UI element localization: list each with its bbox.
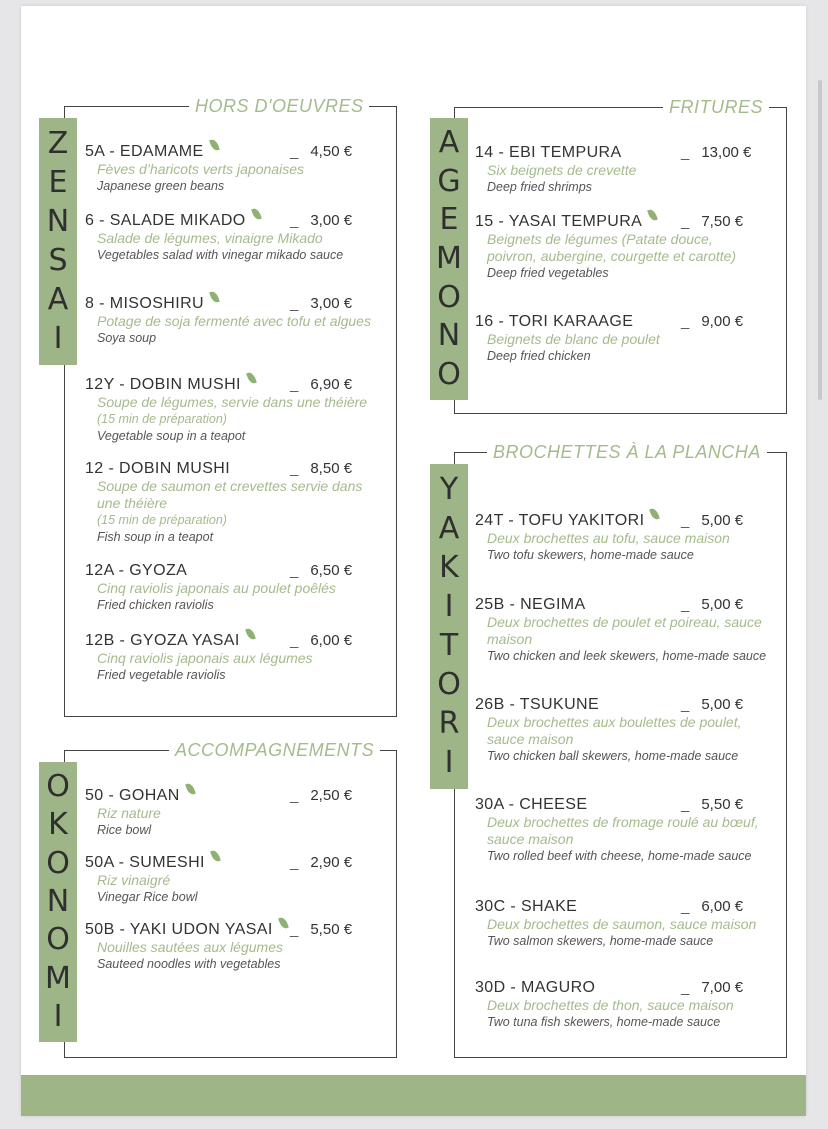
- price-dash: _: [290, 212, 299, 229]
- item-name: [85, 295, 218, 313]
- price-dash: _: [290, 632, 299, 649]
- band-letter: T: [439, 628, 459, 664]
- band-letter: I: [53, 998, 63, 1034]
- band-letter: A: [438, 125, 460, 161]
- price-value: 3,00 €: [310, 212, 353, 229]
- item-description-en: Two rolled beef with cheese, home-made sauce: [487, 849, 752, 863]
- agemono-band: [430, 118, 468, 400]
- item-price: [290, 376, 352, 393]
- item-price: [290, 632, 352, 649]
- menu-item: [85, 854, 385, 905]
- price-value: 5,50 €: [701, 796, 744, 813]
- item-name-text: 30A - CHEESE: [475, 796, 588, 813]
- item-description-fr: Beignets de blanc de poulet: [487, 331, 660, 347]
- item-description-fr: Soupe de saumon et crevettes servie dans une théière: [97, 478, 363, 511]
- item-price: [681, 144, 751, 161]
- menu-item: [475, 512, 775, 563]
- item-description-en: Two chicken and leek skewers, home-made sauce: [487, 649, 767, 663]
- price-value: 5,50 €: [310, 921, 353, 938]
- menu-item: [85, 295, 385, 346]
- menu-item: [475, 313, 775, 364]
- item-name-text: 14 - EBI TEMPURA: [475, 144, 622, 161]
- price-dash: _: [290, 787, 299, 804]
- item-description-en: Fried vegetable raviolis: [97, 668, 226, 682]
- item-description-fr: Deux brochettes de thon, sauce maison: [487, 997, 734, 1013]
- band-letter: N: [437, 318, 461, 354]
- menu-item: [85, 562, 385, 613]
- price-value: 3,00 €: [310, 295, 353, 312]
- item-price: [681, 596, 743, 613]
- item-price: [290, 295, 352, 312]
- item-description-fr: Deux brochettes aux boulettes de poulet, sauce maison: [487, 714, 742, 747]
- price-dash: _: [681, 898, 690, 915]
- item-name: [475, 512, 658, 530]
- price-value: 6,90 €: [310, 376, 353, 393]
- price-dash: _: [681, 696, 690, 713]
- item-price: [681, 979, 743, 996]
- band-letter: O: [437, 667, 461, 703]
- item-description-fr: Riz vinaigré: [97, 872, 171, 888]
- item-price: [290, 143, 352, 160]
- section-title-accompagnements: ACCOMPAGNEMENTS: [169, 740, 380, 760]
- item-description-fr: Deux brochettes de poulet et poireau, sauce maison: [487, 614, 762, 647]
- price-dash: _: [290, 376, 299, 393]
- price-dash: _: [681, 313, 690, 330]
- band-letter: O: [437, 356, 461, 392]
- band-letter: E: [48, 164, 68, 200]
- price-value: 5,00 €: [701, 596, 744, 613]
- item-name: [475, 313, 633, 331]
- item-description-fr: Deux brochettes de fromage roulé au bœuf, sauce maison: [487, 814, 759, 847]
- item-name: [85, 632, 254, 650]
- item-description-en: Vegetable soup in a teapot: [97, 429, 246, 443]
- item-name: [475, 979, 595, 997]
- item-description-en: Japanese green beans: [97, 179, 225, 193]
- item-name-text: 50B - YAKI UDON YASAI: [85, 921, 273, 938]
- price-value: 9,00 €: [701, 313, 744, 330]
- okonomi-band: [39, 762, 77, 1042]
- item-name: [85, 460, 230, 478]
- price-dash: _: [681, 512, 690, 529]
- menu-item: [475, 213, 775, 281]
- menu-item: [85, 212, 385, 263]
- item-description-fr: Riz nature: [97, 805, 161, 821]
- item-description-fr: Nouilles sautées aux légumes: [97, 939, 283, 955]
- item-description-fr: Cinq raviolis japonais aux légumes: [97, 650, 313, 666]
- item-description-fr: Cinq raviolis japonais au poulet poêlés: [97, 580, 336, 596]
- item-name-text: 12Y - DOBIN MUSHI: [85, 376, 241, 393]
- item-name: [475, 796, 587, 814]
- price-value: 7,50 €: [701, 213, 744, 230]
- item-name: [85, 787, 194, 805]
- band-letter: O: [46, 769, 70, 805]
- item-description-fr: Deux brochettes au tofu, sauce maison: [487, 530, 730, 546]
- item-description-fr: Six beignets de crevette: [487, 162, 637, 178]
- item-description-en: Two salmon skewers, home-made sauce: [487, 934, 714, 948]
- band-letter: I: [444, 588, 454, 624]
- menu-item: [475, 796, 775, 864]
- item-description-fr: Deux brochettes de saumon, sauce maison: [487, 916, 757, 932]
- band-letter: A: [438, 510, 460, 546]
- item-description-en: Deep fried shrimps: [487, 180, 592, 194]
- menu-item: [85, 632, 385, 683]
- item-description-en: Sauteed noodles with vegetables: [97, 957, 281, 971]
- price-dash: _: [290, 143, 299, 160]
- band-letter: R: [438, 706, 460, 742]
- item-description-fr: Soupe de légumes, servie dans une théière: [97, 394, 368, 410]
- price-value: 6,00 €: [310, 632, 353, 649]
- item-description-en: Deep fried chicken: [487, 349, 591, 363]
- item-price: [290, 562, 352, 579]
- price-dash: _: [681, 979, 690, 996]
- item-price: [681, 512, 743, 529]
- item-description-en: Fried chicken raviolis: [97, 598, 214, 612]
- menu-item: [475, 596, 775, 664]
- band-letter: O: [437, 279, 461, 315]
- price-value: 6,00 €: [701, 898, 744, 915]
- band-letter: M: [45, 960, 71, 996]
- band-letter: K: [48, 807, 68, 843]
- menu-item: [85, 376, 385, 444]
- item-name: [85, 143, 218, 161]
- item-price: [681, 898, 743, 915]
- menu-item: [475, 696, 775, 764]
- item-name: [475, 213, 656, 231]
- item-price: [290, 921, 352, 938]
- item-description-fr: Beignets de légumes (Patate douce, poivron, aubergine, courgette et carotte): [487, 231, 737, 264]
- item-description-en: Two chicken ball skewers, home-made sauce: [487, 749, 739, 763]
- section-title-brochettes: BROCHETTES À LA PLANCHA: [487, 442, 767, 462]
- item-name: [475, 596, 586, 614]
- item-name-text: 26B - TSUKUNE: [475, 696, 600, 713]
- band-letter: Y: [439, 471, 459, 507]
- item-name-text: 25B - NEGIMA: [475, 596, 586, 613]
- price-value: 13,00 €: [701, 144, 752, 161]
- price-value: 5,00 €: [701, 696, 744, 713]
- price-value: 4,50 €: [310, 143, 353, 160]
- item-name-text: 6 - SALADE MIKADO: [85, 212, 246, 229]
- price-dash: _: [681, 144, 690, 161]
- item-name-text: 12A - GYOZA: [85, 562, 188, 579]
- item-price: [681, 796, 743, 813]
- yakitori-band: [430, 464, 468, 789]
- menu-item: [85, 921, 385, 972]
- price-value: 7,00 €: [701, 979, 744, 996]
- item-name-text: 30D - MAGURO: [475, 979, 596, 996]
- item-name: [475, 144, 622, 162]
- menu-page: [21, 6, 806, 1116]
- scrollbar[interactable]: [818, 80, 822, 400]
- price-value: 5,00 €: [701, 512, 744, 529]
- item-name-text: 8 - MISOSHIRU: [85, 295, 204, 312]
- item-price: [681, 696, 743, 713]
- item-name: [85, 562, 187, 580]
- band-letter: O: [46, 922, 70, 958]
- band-letter: I: [444, 745, 454, 781]
- item-description-en: Deep fried vegetables: [487, 266, 609, 280]
- band-letter: M: [436, 240, 462, 276]
- item-name-text: 12B - GYOZA YASAI: [85, 632, 240, 649]
- band-letter: I: [53, 321, 63, 357]
- item-name: [475, 696, 599, 714]
- item-description-en: Two tofu skewers, home-made sauce: [487, 548, 694, 562]
- item-name-text: 30C - SHAKE: [475, 898, 578, 915]
- item-description-fr: Salade de légumes, vinaigre Mikado: [97, 230, 323, 246]
- band-letter: K: [439, 549, 459, 585]
- menu-item: [85, 143, 385, 194]
- item-name-text: 16 - TORI KARAAGE: [475, 313, 634, 330]
- item-description-fr: Fèves d’haricots verts japonaises: [97, 161, 304, 177]
- price-value: 6,50 €: [310, 562, 353, 579]
- band-letter: N: [46, 883, 70, 919]
- price-dash: _: [290, 854, 299, 871]
- price-dash: _: [290, 460, 299, 477]
- item-description-en: Vegetables salad with vinegar mikado sauce: [97, 248, 344, 262]
- menu-item: [475, 979, 775, 1030]
- menu-item: [85, 460, 385, 545]
- zensai-band: [39, 118, 77, 365]
- item-description-fr: Potage de soja fermenté avec tofu et algues: [97, 313, 371, 329]
- item-description-en: Fish soup in a teapot: [97, 530, 214, 544]
- item-price: [681, 313, 743, 330]
- item-name-text: 24T - TOFU YAKITORI: [475, 512, 645, 529]
- item-description-en: Rice bowl: [97, 823, 152, 837]
- item-description-en: Two tuna fish skewers, home-made sauce: [487, 1015, 721, 1029]
- menu-item: [475, 898, 775, 949]
- item-name: [85, 376, 255, 394]
- section-title-fritures: FRITURES: [663, 97, 769, 117]
- item-price: [290, 460, 352, 477]
- item-name-text: 15 - YASAI TEMPURA: [475, 213, 643, 230]
- footer-band: [21, 1075, 806, 1116]
- price-value: 8,50 €: [310, 460, 353, 477]
- price-dash: _: [681, 213, 690, 230]
- item-name-text: 12 - DOBIN MUSHI: [85, 460, 231, 477]
- item-name-text: 50 - GOHAN: [85, 787, 180, 804]
- item-price: [681, 213, 743, 230]
- menu-item: [475, 144, 775, 195]
- item-description-en: Soya soup: [97, 331, 157, 345]
- item-name-text: 50A - SUMESHI: [85, 854, 205, 871]
- price-value: 2,50 €: [310, 787, 353, 804]
- item-name: [475, 898, 577, 916]
- band-letter: S: [48, 243, 68, 279]
- price-dash: _: [681, 796, 690, 813]
- price-dash: _: [290, 562, 299, 579]
- item-note-fr: (15 min de préparation): [97, 513, 227, 527]
- band-letter: N: [46, 203, 70, 239]
- item-price: [290, 854, 352, 871]
- price-dash: _: [290, 295, 299, 312]
- item-name: [85, 854, 219, 872]
- band-letter: G: [437, 163, 461, 199]
- band-letter: O: [46, 845, 70, 881]
- band-letter: Z: [47, 125, 69, 161]
- item-name: [85, 212, 260, 230]
- item-price: [290, 787, 352, 804]
- item-price: [290, 212, 352, 229]
- band-letter: E: [439, 202, 459, 238]
- item-description-en: Vinegar Rice bowl: [97, 890, 198, 904]
- menu-item: [85, 787, 385, 838]
- item-note-fr: (15 min de préparation): [97, 412, 227, 426]
- price-dash: _: [681, 596, 690, 613]
- item-name: [85, 921, 287, 939]
- price-value: 2,90 €: [310, 854, 353, 871]
- band-letter: A: [47, 282, 69, 318]
- item-name-text: 5A - EDAMAME: [85, 143, 204, 160]
- section-title-hors-doeuvres: HORS D'OEUVRES: [189, 96, 369, 116]
- price-dash: _: [290, 921, 299, 938]
